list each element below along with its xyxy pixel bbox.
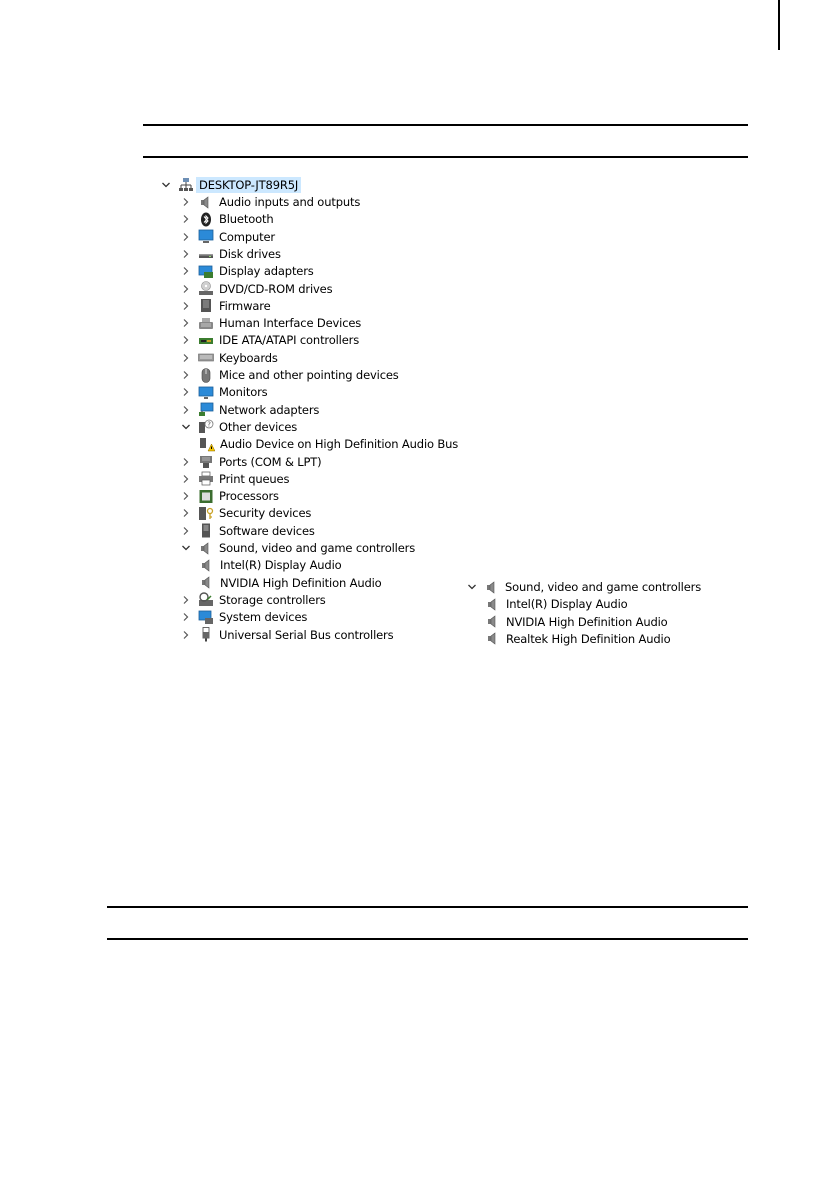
tree-item-computer[interactable] — [181, 228, 275, 245]
tree-child-realtek-high-definition-audio[interactable] — [485, 630, 670, 647]
sound-controllers-inset — [466, 577, 702, 651]
tree-item-software-devices[interactable] — [181, 522, 315, 539]
page-edge-line — [778, 0, 780, 50]
chevron-right-icon[interactable] — [181, 405, 191, 415]
tree-child-intel-r-display-audio[interactable] — [485, 596, 628, 613]
bluetooth-icon — [198, 212, 214, 227]
speaker-icon — [198, 541, 214, 556]
tree-item-keyboards[interactable] — [181, 349, 278, 366]
tree-item-print-queues[interactable] — [181, 470, 289, 487]
chevron-down-icon[interactable] — [181, 422, 191, 432]
network-adapter-icon — [198, 402, 214, 417]
chevron-right-icon[interactable] — [181, 595, 191, 605]
tree-item-sound-video-and-game-controllers[interactable] — [467, 579, 701, 596]
tree-item-label: Realtek High Definition Audio — [506, 631, 671, 646]
computer-icon — [198, 229, 214, 244]
tree-item-label: Intel(R) Display Audio — [220, 558, 342, 573]
tree-item-ide-ata-atapi-controllers[interactable] — [181, 332, 359, 349]
speaker-icon — [485, 614, 501, 629]
keyboard-icon — [198, 350, 214, 365]
chevron-right-icon[interactable] — [181, 353, 191, 363]
tree-item-label: Audio Device on High Definition Audio Bus — [220, 437, 459, 452]
display-adapter-icon — [198, 264, 214, 279]
storage-controller-icon — [198, 592, 214, 607]
top-rule-1 — [143, 124, 748, 126]
computer-network-icon — [178, 177, 194, 192]
bottom-rule-2 — [107, 938, 748, 940]
tree-item-label: Display adapters — [219, 264, 314, 279]
chevron-right-icon[interactable] — [181, 387, 191, 397]
tree-item-label: Processors — [219, 489, 279, 504]
chevron-right-icon[interactable] — [181, 335, 191, 345]
tree-item-label: Bluetooth — [219, 212, 274, 227]
tree-item-label: IDE ATA/ATAPI controllers — [219, 333, 360, 348]
chevron-right-icon[interactable] — [181, 630, 191, 640]
tree-item-label: Software devices — [219, 523, 315, 538]
tree-item-system-devices[interactable] — [181, 609, 307, 626]
tree-item-universal-serial-bus-controllers[interactable] — [181, 626, 393, 643]
tree-child-nvidia-high-definition-audio[interactable] — [199, 574, 382, 591]
speaker-icon — [199, 575, 215, 590]
warning-device-icon — [199, 437, 215, 452]
tree-item-label: Sound, video and game controllers — [219, 541, 416, 555]
chevron-down-icon[interactable] — [181, 543, 191, 553]
tree-child-nvidia-high-definition-audio[interactable] — [485, 613, 668, 630]
disk-drive-icon — [198, 246, 214, 261]
chevron-right-icon[interactable] — [181, 370, 191, 380]
firmware-icon — [198, 298, 214, 313]
bottom-rule-1 — [107, 906, 748, 908]
tree-item-label: Intel(R) Display Audio — [506, 597, 628, 612]
tree-root[interactable] — [161, 176, 301, 193]
tree-item-bluetooth[interactable] — [181, 211, 273, 228]
chevron-right-icon[interactable] — [181, 197, 191, 207]
tree-item-label: NVIDIA High Definition Audio — [506, 614, 668, 629]
chevron-right-icon[interactable] — [181, 491, 191, 501]
tree-item-ports-com-lpt[interactable] — [181, 453, 322, 470]
tree-item-label: Disk drives — [219, 246, 281, 261]
processor-icon — [198, 489, 214, 504]
tree-item-label: Other devices — [219, 419, 298, 434]
chevron-right-icon[interactable] — [181, 612, 191, 622]
tree-child-intel-r-display-audio[interactable] — [199, 557, 342, 574]
tree-item-label: Computer — [219, 229, 275, 244]
tree-item-dvd-cd-rom-drives[interactable] — [181, 280, 332, 297]
chevron-right-icon[interactable] — [181, 526, 191, 536]
chevron-right-icon[interactable] — [181, 284, 191, 294]
tree-root-label: DESKTOP-JT89R5J — [196, 177, 301, 193]
tree-item-label: Monitors — [219, 385, 268, 400]
tree-item-label: Mice and other pointing devices — [219, 368, 399, 382]
tree-child-audio-device-on-high-definition-audio-bus[interactable] — [199, 436, 458, 453]
chevron-right-icon[interactable] — [181, 318, 191, 328]
port-icon — [198, 454, 214, 469]
speaker-icon — [198, 195, 214, 210]
svg-text:?: ? — [207, 420, 211, 429]
tree-item-label: Keyboards — [219, 350, 278, 365]
chevron-right-icon[interactable] — [181, 474, 191, 484]
hid-icon — [198, 316, 214, 331]
tree-item-monitors[interactable] — [181, 384, 268, 401]
tree-item-label: DVD/CD-ROM drives — [219, 281, 333, 296]
tree-item-label: Firmware — [219, 298, 271, 313]
speaker-icon — [485, 597, 501, 612]
system-device-icon — [198, 610, 214, 625]
other-devices-icon — [198, 419, 214, 434]
printer-icon — [198, 471, 214, 486]
chevron-right-icon[interactable] — [181, 301, 191, 311]
tree-item-label: Network adapters — [219, 402, 320, 417]
monitor-icon — [198, 385, 214, 400]
tree-item-label: NVIDIA High Definition Audio — [220, 575, 382, 590]
speaker-icon — [199, 558, 215, 573]
tree-item-display-adapters[interactable] — [181, 263, 314, 280]
tree-item-label: System devices — [219, 610, 308, 625]
tree-item-audio-inputs-and-outputs[interactable] — [181, 194, 360, 211]
tree-item-label: Sound, video and game controllers — [505, 580, 702, 594]
chevron-down-icon[interactable] — [161, 180, 171, 190]
tree-item-human-interface-devices[interactable] — [181, 315, 361, 332]
tree-item-label: Storage controllers — [219, 592, 326, 607]
tree-item-sound-video-and-game-controllers[interactable] — [181, 540, 415, 557]
tree-item-label: Security devices — [219, 506, 312, 521]
speaker-icon — [484, 580, 500, 595]
tree-item-storage-controllers[interactable] — [181, 591, 326, 608]
ide-controller-icon — [198, 333, 214, 348]
dvd-drive-icon — [198, 281, 214, 296]
speaker-icon — [485, 631, 501, 646]
chevron-right-icon[interactable] — [181, 266, 191, 276]
tree-item-label: Human Interface Devices — [219, 316, 362, 331]
security-device-icon — [198, 506, 214, 521]
tree-item-mice-and-other-pointing-devices[interactable] — [181, 367, 399, 384]
tree-item-label: Ports (COM & LPT) — [219, 454, 322, 469]
top-rule-2 — [143, 156, 748, 158]
tree-item-label: Print queues — [219, 471, 290, 486]
tree-item-security-devices[interactable] — [181, 505, 311, 522]
chevron-right-icon[interactable] — [181, 249, 191, 259]
tree-item-other-devices[interactable] — [181, 418, 297, 435]
usb-icon — [198, 627, 214, 642]
chevron-right-icon[interactable] — [181, 232, 191, 242]
chevron-down-icon[interactable] — [467, 582, 477, 592]
chevron-right-icon[interactable] — [181, 508, 191, 518]
tree-item-label: Audio inputs and outputs — [219, 195, 361, 209]
tree-item-disk-drives[interactable] — [181, 245, 281, 262]
device-manager-tree — [152, 173, 466, 656]
tree-item-network-adapters[interactable] — [181, 401, 319, 418]
tree-item-label: Universal Serial Bus controllers — [219, 627, 394, 642]
chevron-right-icon[interactable] — [181, 457, 191, 467]
mouse-icon — [198, 368, 214, 383]
tree-item-firmware[interactable] — [181, 297, 271, 314]
chevron-right-icon[interactable] — [181, 214, 191, 224]
software-device-icon — [198, 523, 214, 538]
tree-item-processors[interactable] — [181, 488, 279, 505]
